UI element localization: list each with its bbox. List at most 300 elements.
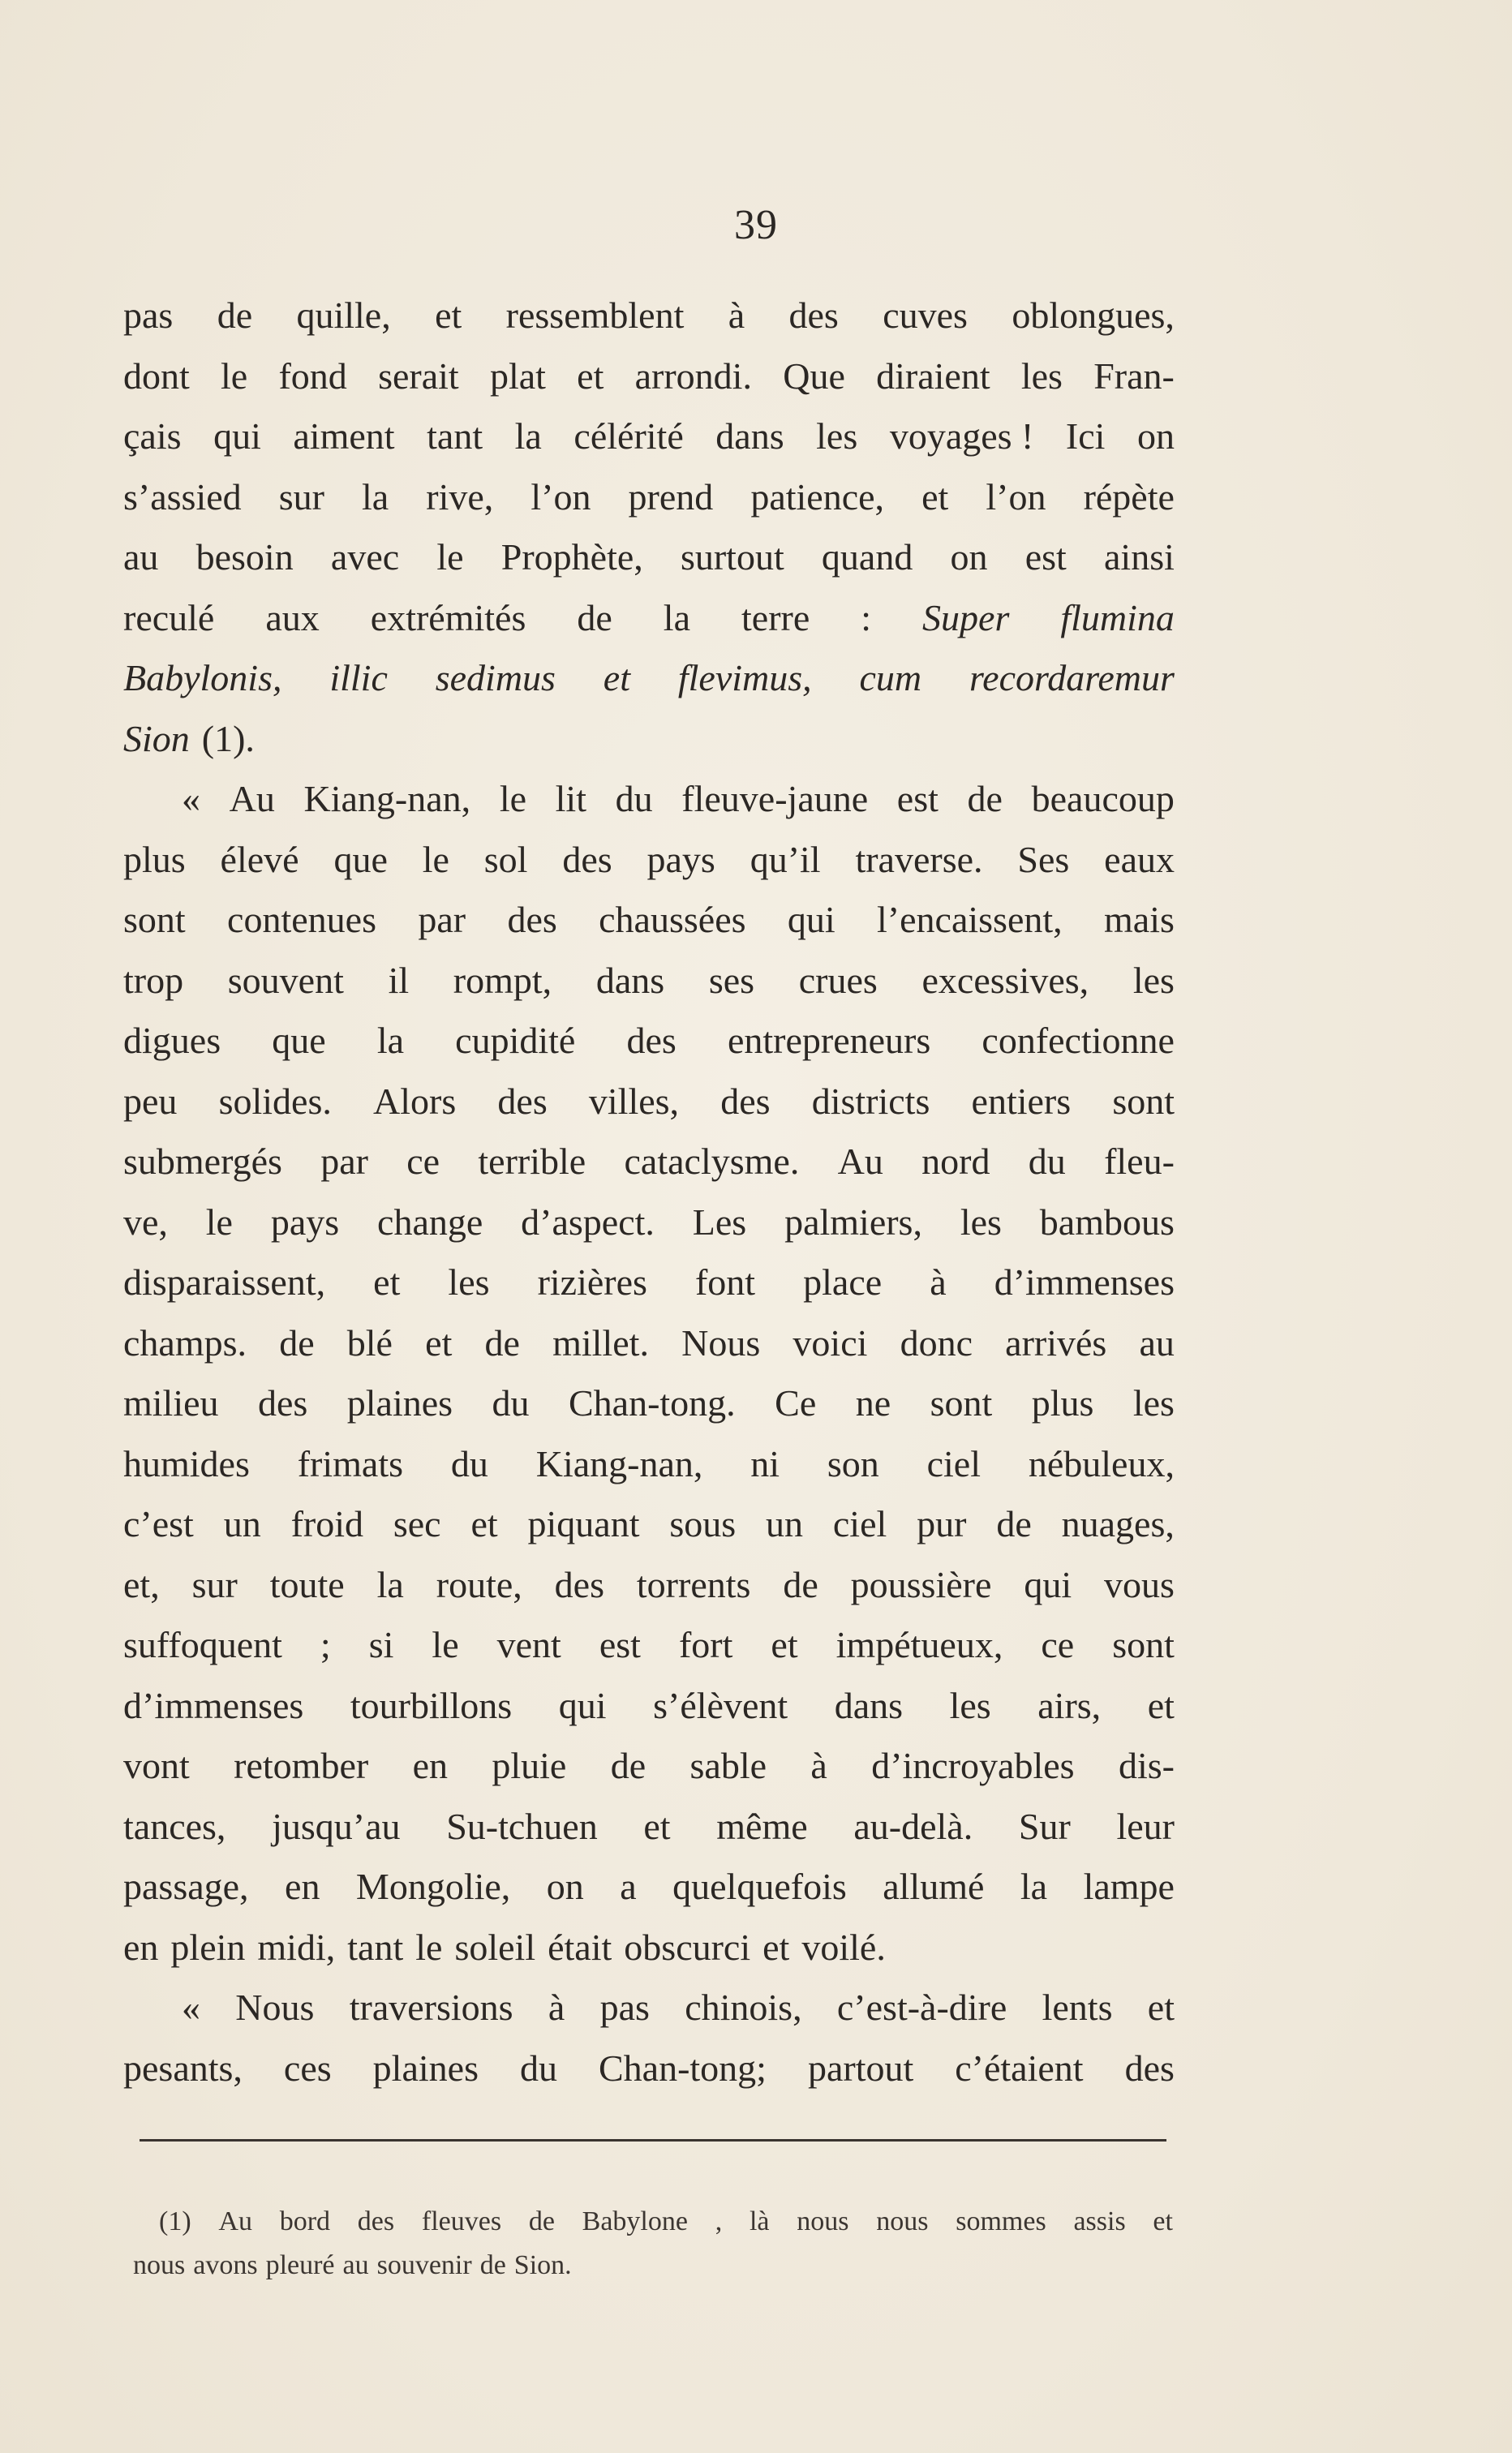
word: Mongolie, <box>355 1866 511 1907</box>
word: extrémités <box>370 596 526 638</box>
word: terrible <box>478 1141 586 1182</box>
word: de <box>279 1321 315 1364</box>
word: rizières <box>537 1261 647 1303</box>
word: c’est <box>123 1503 194 1544</box>
word: est <box>599 1624 641 1665</box>
word: tant <box>427 415 483 457</box>
word: donc <box>900 1321 973 1364</box>
word: impétueux, <box>835 1624 1003 1665</box>
word: Que <box>783 354 845 397</box>
body_lines-line <box>123 527 1175 588</box>
word: le <box>221 354 248 397</box>
word: midi, <box>257 1926 336 1968</box>
word: plein <box>170 1926 246 1968</box>
word: que <box>333 838 388 880</box>
word: en <box>285 1866 320 1907</box>
word: plaines <box>346 1382 453 1424</box>
word: et <box>643 1805 671 1847</box>
word: le <box>205 1201 233 1243</box>
word: froid <box>290 1503 363 1544</box>
word: Les <box>692 1201 747 1243</box>
word: les <box>1132 1382 1175 1424</box>
word: villes, <box>588 1080 680 1122</box>
footnote_lines-line <box>159 2200 1173 2244</box>
word: Kiang-nan, <box>535 1442 703 1484</box>
word: c’est-à-dire <box>836 1987 1007 2028</box>
word: Babylone <box>582 2206 688 2236</box>
word: Nous <box>235 1987 315 2028</box>
word: du <box>519 2047 557 2089</box>
body_lines-line <box>123 1615 1175 1676</box>
word: ne <box>855 1382 891 1424</box>
word: que <box>272 1020 326 1061</box>
word: lit <box>555 778 586 819</box>
word: ; <box>320 1624 331 1665</box>
word: c’étaient <box>955 2047 1084 2089</box>
word: de <box>783 1563 818 1605</box>
word: des <box>507 899 557 940</box>
word: à <box>728 294 745 336</box>
word: fort <box>678 1624 733 1665</box>
word: blé <box>346 1321 393 1364</box>
word: nous <box>133 2250 186 2280</box>
word: d’aspect. <box>521 1201 655 1243</box>
word: et <box>771 1624 798 1665</box>
word: de <box>967 778 1003 819</box>
word: flevimus, <box>677 657 812 698</box>
word: des <box>626 1020 677 1061</box>
word: et <box>1147 1684 1175 1726</box>
word: illic <box>329 657 388 698</box>
word: dont <box>123 354 190 397</box>
word: ces <box>283 2047 332 2089</box>
word: des <box>357 2206 395 2236</box>
word: tourbillons <box>350 1684 513 1726</box>
word: on <box>1136 415 1175 457</box>
word: la <box>663 596 690 638</box>
body_lines-line <box>123 1373 1175 1434</box>
word: et <box>1153 2206 1173 2236</box>
word: jusqu’au <box>272 1805 401 1847</box>
word: peu <box>123 1080 178 1122</box>
word: sont <box>930 1382 993 1424</box>
word: cataclysme. <box>624 1141 800 1182</box>
body_lines-line <box>123 286 1175 346</box>
word: de <box>479 2250 506 2280</box>
word: ciel <box>926 1442 981 1484</box>
body_lines-line <box>123 1978 1175 2038</box>
word: partout <box>807 2047 914 2089</box>
word: la <box>1020 1866 1048 1907</box>
word: frimats <box>297 1442 404 1484</box>
word: quelquefois <box>672 1866 847 1907</box>
word: rompt, <box>453 959 552 1001</box>
word: et <box>470 1503 498 1544</box>
word: diraient <box>876 354 990 397</box>
footnote-separator-rule <box>140 2139 1166 2142</box>
word: à <box>810 1745 827 1786</box>
word: et, <box>123 1563 160 1605</box>
word: au <box>342 2250 369 2280</box>
word: pluie <box>492 1745 567 1786</box>
body_lines-line <box>123 467 1175 528</box>
body_lines-line <box>123 1132 1175 1192</box>
word: eaux <box>1104 838 1175 880</box>
word: du <box>1028 1141 1066 1182</box>
word: districts <box>811 1080 930 1122</box>
word: traversions <box>349 1987 513 2028</box>
word: est <box>896 778 939 819</box>
word: Au <box>218 2206 252 2236</box>
word: avons <box>193 2250 258 2280</box>
word: s’élèvent <box>653 1684 788 1726</box>
body_lines-line <box>123 1434 1175 1495</box>
word: chinois, <box>685 1987 802 2028</box>
body_lines-line <box>123 830 1175 891</box>
word: ainsi <box>1104 536 1175 578</box>
word: assis <box>1073 2206 1126 2236</box>
word: des <box>497 1080 548 1122</box>
word: Sion. <box>513 2250 572 2280</box>
word: passage, <box>123 1866 249 1907</box>
word: digues <box>123 1020 221 1061</box>
body_lines-line <box>123 1011 1175 1072</box>
word: nous <box>876 2206 929 2236</box>
word: trop <box>123 959 184 1001</box>
word: retomber <box>234 1745 369 1786</box>
body_lines-line <box>123 951 1175 1012</box>
word: mais <box>1104 899 1175 940</box>
word: entrepreneurs <box>727 1020 931 1061</box>
word: nuages, <box>1061 1503 1175 1544</box>
word: palmiers, <box>784 1201 922 1243</box>
word: , <box>715 2206 723 2236</box>
word: sedimus <box>435 657 556 698</box>
word: pays <box>270 1201 340 1243</box>
body_lines-line <box>123 1494 1175 1555</box>
word: l’encaissent, <box>877 899 1063 940</box>
word: au-delà. <box>853 1805 973 1847</box>
word: de <box>577 596 612 638</box>
word: tances, <box>123 1805 226 1847</box>
word: Chan-tong. <box>568 1382 736 1424</box>
word: lampe <box>1083 1866 1175 1907</box>
word: submergés <box>123 1141 282 1182</box>
word: rive, <box>426 475 494 518</box>
word: ses <box>708 959 755 1001</box>
word: beaucoup <box>1031 778 1175 819</box>
word: plus <box>123 838 186 880</box>
word: çais <box>123 415 182 457</box>
word: sur <box>191 1563 238 1605</box>
word: plus <box>1031 1382 1094 1424</box>
word: dans <box>595 959 665 1001</box>
word: Chan-tong; <box>598 2047 767 2089</box>
word: oblongues, <box>1012 294 1175 336</box>
word: on <box>546 1866 584 1907</box>
word: ciel <box>832 1503 887 1544</box>
word: sol <box>483 838 528 880</box>
word: crues <box>798 959 878 1001</box>
word: quille, <box>296 294 391 336</box>
word: a <box>620 1866 637 1907</box>
word: dis- <box>1118 1745 1175 1786</box>
word: de <box>484 1321 520 1364</box>
word: le <box>415 1926 443 1968</box>
word: plaines <box>372 2047 479 2089</box>
word: de <box>217 294 253 336</box>
word: et <box>1147 1987 1175 2028</box>
word: nébuleux, <box>1028 1442 1175 1484</box>
word: lents <box>1042 1987 1113 2028</box>
word: il <box>388 959 410 1001</box>
word: Fran- <box>1093 354 1175 397</box>
word: « <box>182 1987 200 2028</box>
word: Super <box>922 596 1010 638</box>
body_lines-line <box>123 1252 1175 1313</box>
word: un <box>766 1503 804 1544</box>
body_lines-line <box>123 1313 1175 1374</box>
word: qui <box>213 415 261 457</box>
body_lines-line <box>123 1192 1175 1253</box>
footnote <box>133 2200 1173 2288</box>
word: les <box>448 1261 490 1303</box>
word: serait <box>378 354 459 397</box>
word: Su-tchuen <box>446 1805 598 1847</box>
word: des <box>258 1382 308 1424</box>
word: surtout <box>680 536 784 578</box>
word: ressemblent <box>505 294 685 336</box>
word: le <box>436 536 464 578</box>
word: champs. <box>123 1321 247 1364</box>
word: vous <box>1104 1563 1175 1605</box>
word: élevé <box>220 838 299 880</box>
word: répète <box>1083 475 1175 518</box>
word: qui <box>787 899 835 940</box>
word: soleil <box>454 1926 536 1968</box>
word: voici <box>793 1321 868 1364</box>
word: pleuré <box>265 2250 335 2280</box>
word: pays <box>646 838 715 880</box>
word: du <box>615 778 653 819</box>
word: ce <box>1041 1624 1075 1665</box>
word: et <box>762 1926 790 1968</box>
word: flumina <box>1060 596 1175 638</box>
word: Nous <box>681 1321 761 1364</box>
word: était <box>548 1926 612 1968</box>
word: fleu- <box>1104 1141 1175 1182</box>
word: des <box>720 1080 771 1122</box>
word: le <box>422 838 449 880</box>
word: en <box>123 1926 159 1968</box>
word: la <box>514 415 542 457</box>
word: fond <box>278 354 347 397</box>
word: (1). <box>201 717 255 759</box>
page-number: 39 <box>734 202 778 248</box>
word: des <box>562 838 612 880</box>
word: les <box>1132 959 1175 1001</box>
word: Kiang-nan, <box>303 778 471 819</box>
footnote_lines-line <box>133 2244 1173 2288</box>
word: terre <box>741 596 810 638</box>
word: les <box>960 1201 1002 1243</box>
word: là <box>749 2206 770 2236</box>
body_lines-line <box>123 769 1175 830</box>
word: et <box>435 294 462 336</box>
word: ni <box>750 1442 780 1484</box>
body_lines-line <box>123 1676 1175 1737</box>
word: des <box>1124 2047 1175 2089</box>
word: et <box>373 1261 401 1303</box>
word: et <box>425 1321 453 1364</box>
word: qui <box>558 1684 607 1726</box>
body_lines-line <box>123 2038 1175 2099</box>
word: recordaremur <box>969 657 1175 698</box>
word: au <box>1139 1321 1175 1364</box>
word: en <box>412 1745 448 1786</box>
word: qu’il <box>750 838 821 880</box>
word: sont <box>123 899 186 940</box>
word: (1) <box>159 2206 191 2236</box>
word: son <box>827 1442 879 1484</box>
word: sur <box>278 475 324 518</box>
word: du <box>450 1442 488 1484</box>
word: font <box>694 1261 756 1303</box>
word: solides. <box>218 1080 332 1122</box>
word: ce <box>406 1141 440 1182</box>
word: sommes <box>956 2206 1046 2236</box>
body_lines-line <box>123 648 1175 709</box>
word: aiment <box>293 415 395 457</box>
word: pas <box>599 1987 650 2028</box>
word: avec <box>330 536 400 578</box>
word: milieu <box>123 1382 219 1424</box>
word: de <box>610 1745 646 1786</box>
word: suffoquent <box>123 1624 282 1665</box>
word: Sur <box>1018 1805 1071 1847</box>
word: cuves <box>883 294 968 336</box>
word: d’incroyables <box>871 1745 1075 1786</box>
word: est <box>1024 536 1067 578</box>
word: souvenir <box>376 2250 472 2280</box>
word: et <box>577 354 604 397</box>
word: patience, <box>750 475 885 518</box>
word: besoin <box>195 536 294 578</box>
word: on <box>950 536 988 578</box>
word: par <box>320 1141 368 1182</box>
word: de <box>528 2206 555 2236</box>
word: reculé <box>123 596 215 638</box>
word: millet. <box>552 1321 649 1364</box>
word: allumé <box>883 1866 985 1907</box>
word: chaussées <box>599 899 746 940</box>
word: torrents <box>636 1563 751 1605</box>
word: l’on <box>530 475 591 518</box>
body_lines-line <box>123 709 1175 770</box>
word: change <box>377 1201 483 1243</box>
word: même <box>716 1805 808 1847</box>
body_lines-line <box>123 1736 1175 1797</box>
word: quand <box>821 536 913 578</box>
word: bambous <box>1039 1201 1175 1243</box>
word: cum <box>859 657 922 698</box>
word: des <box>788 294 839 336</box>
word: humides <box>123 1442 250 1484</box>
word: toute <box>269 1563 345 1605</box>
word: Ce <box>775 1382 817 1424</box>
word: sont <box>1112 1080 1175 1122</box>
word: les <box>1020 354 1063 397</box>
word: : <box>861 596 872 638</box>
word: fleuve-jaune <box>681 778 869 819</box>
word: voyages ! <box>889 415 1034 457</box>
word: sont <box>1112 1624 1175 1665</box>
word: sous <box>669 1503 737 1544</box>
word: de <box>996 1503 1032 1544</box>
word: le <box>499 778 527 819</box>
word: prend <box>628 475 714 518</box>
word: la <box>376 1020 405 1061</box>
word: d’immenses <box>994 1261 1175 1303</box>
word: place <box>803 1261 883 1303</box>
word: souvent <box>227 959 344 1001</box>
body_lines-line <box>123 346 1175 407</box>
word: l’on <box>986 475 1046 518</box>
body_lines-line <box>123 1797 1175 1858</box>
word: disparaissent, <box>123 1261 326 1303</box>
word: Babylonis, <box>123 657 282 698</box>
word: bord <box>279 2206 331 2236</box>
word: arrondi. <box>634 354 752 397</box>
word: airs, <box>1037 1684 1102 1726</box>
word: « <box>182 778 200 819</box>
body_lines-line <box>123 1072 1175 1132</box>
word: nous <box>797 2206 849 2236</box>
word: pesants, <box>123 2047 243 2089</box>
word: aux <box>265 596 320 638</box>
word: des <box>554 1563 604 1605</box>
word: Prophète, <box>500 536 643 578</box>
word: au <box>123 536 159 578</box>
word: à <box>548 1987 565 2028</box>
word: piquant <box>527 1503 640 1544</box>
word: les <box>949 1684 991 1726</box>
word: à <box>930 1261 947 1303</box>
word: Alors <box>373 1080 457 1122</box>
word: dans <box>834 1684 904 1726</box>
word: et <box>603 657 630 698</box>
body_lines-line <box>123 1857 1175 1918</box>
body_lines-line <box>123 890 1175 951</box>
word: pur <box>917 1503 967 1544</box>
word: Au <box>229 778 275 819</box>
word: obscurci <box>624 1926 751 1968</box>
word: célérité <box>573 415 684 457</box>
word: dans <box>715 415 784 457</box>
word: et <box>921 475 949 518</box>
word: ve, <box>123 1201 168 1243</box>
body-text <box>123 286 1175 2099</box>
word: cupidité <box>455 1020 576 1061</box>
word: traverse. <box>855 838 983 880</box>
word: voilé. <box>801 1926 886 1968</box>
word: la <box>376 1563 404 1605</box>
word: Au <box>837 1141 883 1182</box>
word: confectionne <box>982 1020 1175 1061</box>
word: contenues <box>227 899 376 940</box>
word: entiers <box>971 1080 1072 1122</box>
word: un <box>223 1503 261 1544</box>
